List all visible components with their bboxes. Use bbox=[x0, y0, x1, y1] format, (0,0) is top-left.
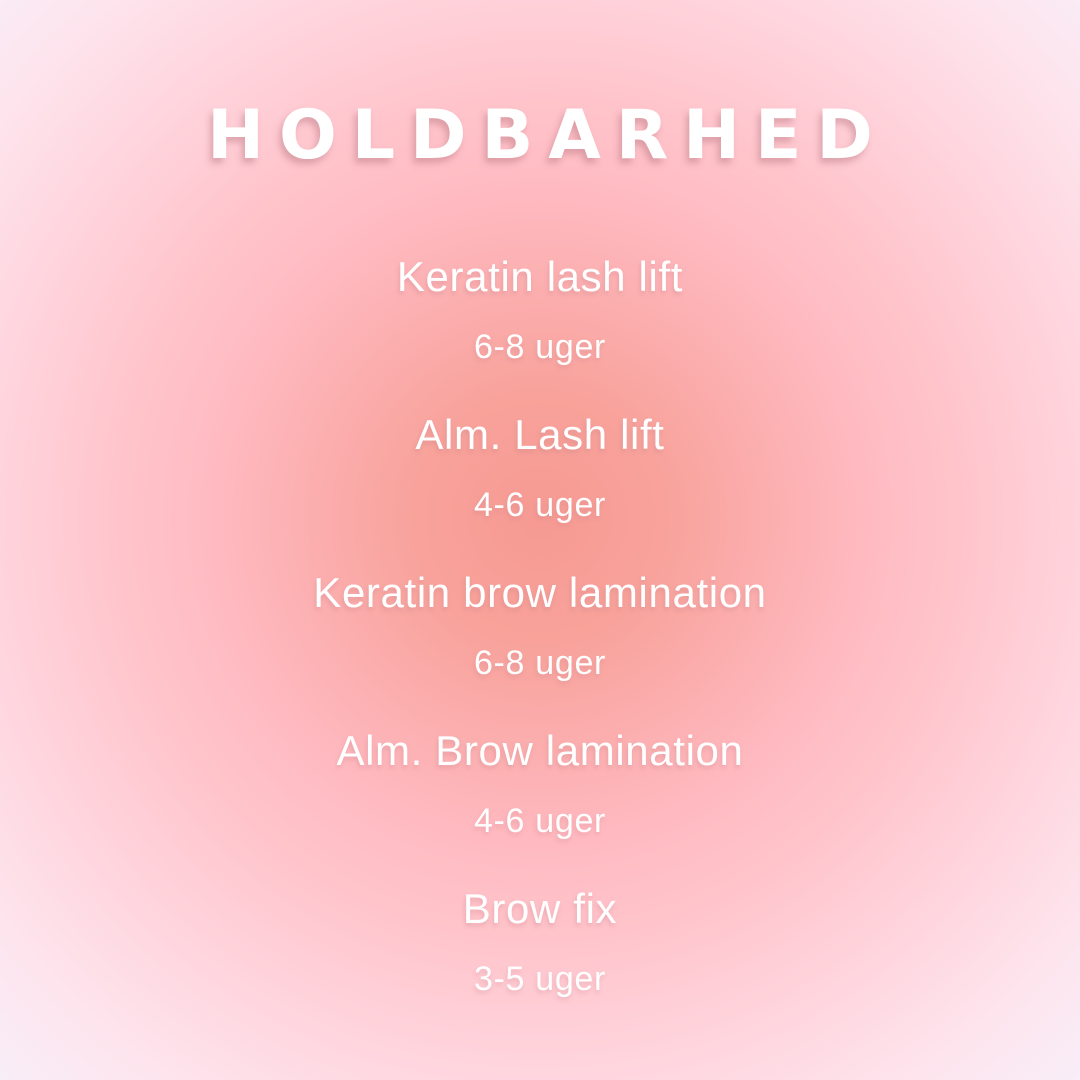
service-item bbox=[396, 253, 684, 366]
service-item bbox=[462, 885, 618, 998]
service-duration: 4-6 uger bbox=[473, 802, 607, 840]
service-list bbox=[313, 253, 767, 1046]
service-duration: 4-6 uger bbox=[473, 486, 607, 524]
service-name: Alm. Brow lamination bbox=[336, 727, 744, 774]
page-title: HOLDBARHED bbox=[207, 96, 888, 175]
service-duration: 6-8 uger bbox=[473, 328, 607, 366]
service-name: Brow fix bbox=[462, 885, 618, 932]
service-item bbox=[415, 411, 665, 524]
service-duration: 3-5 uger bbox=[473, 960, 607, 998]
service-item bbox=[336, 727, 744, 840]
service-name: Keratin brow lamination bbox=[313, 569, 767, 616]
service-duration: 6-8 uger bbox=[473, 644, 607, 682]
service-item bbox=[313, 569, 767, 682]
service-name: Keratin lash lift bbox=[396, 253, 684, 300]
service-name: Alm. Lash lift bbox=[415, 411, 665, 458]
